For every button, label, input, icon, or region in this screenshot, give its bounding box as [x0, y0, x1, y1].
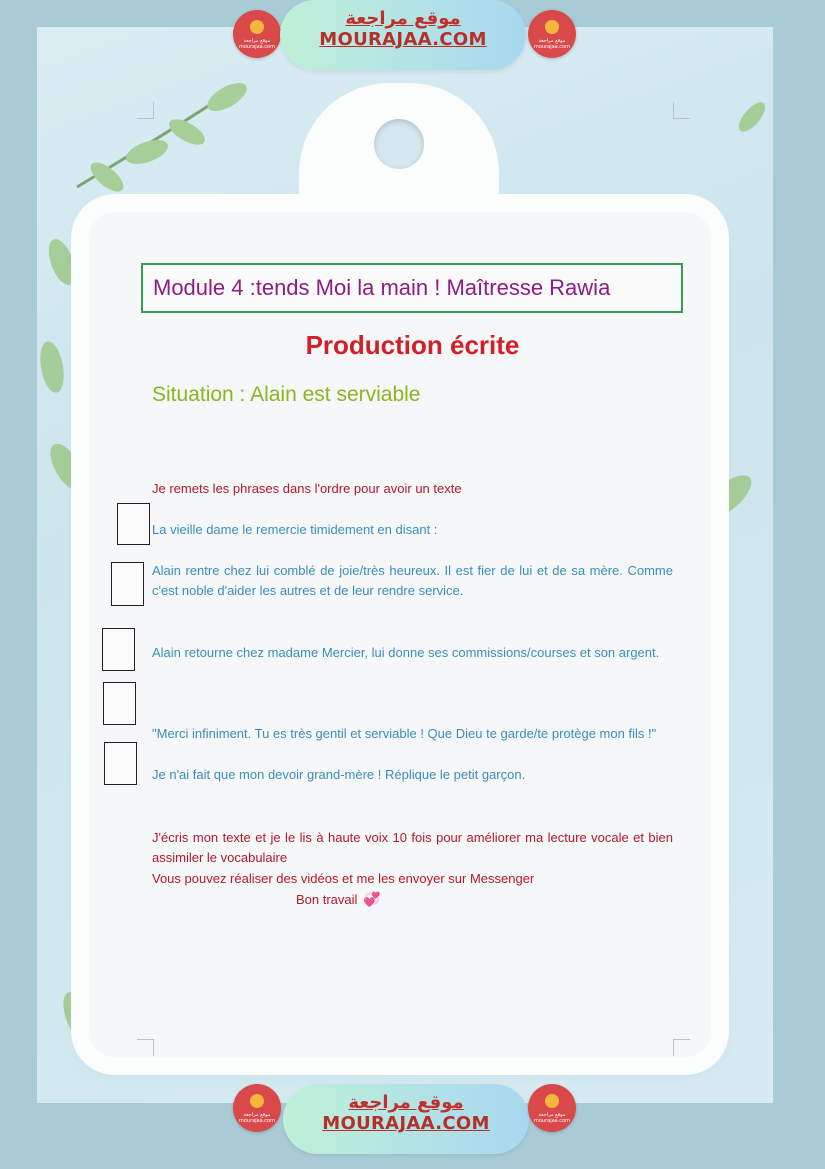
board-hole: [374, 119, 424, 169]
site-header[interactable]: [280, 0, 526, 70]
module-title: Module 4 :tends Moi la main ! Maîtresse Rawia: [153, 275, 611, 300]
hearts-icon: 💞: [363, 891, 381, 907]
module-title-box: [141, 263, 683, 313]
page-title: Production écrite: [305, 330, 520, 360]
sentence-1: La vieille dame le remercie timidement en disant :: [152, 522, 438, 537]
site-name-arabic: موقع مراجعة: [348, 1092, 464, 1113]
closing-instruction: J'écris mon texte et je le lis à haute voix 10 fois pour améliorer ma lecture vocale et bien assimiler le vocabulaire: [152, 830, 673, 865]
instruction-text: Je remets les phrases dans l'ordre pour avoir un texte: [152, 481, 462, 496]
sentence-4: "Merci infiniment. Tu es très gentil et serviable ! Que Dieu te garde/te protège mon fils !": [152, 726, 657, 741]
mourajaa-logo-icon[interactable]: موقع مراجعة mourajaa.com: [528, 1084, 576, 1132]
frame-corner: [673, 1039, 690, 1056]
order-answer-box[interactable]: [103, 682, 136, 725]
order-answer-box[interactable]: [111, 562, 144, 606]
order-answer-box[interactable]: [104, 742, 137, 785]
mourajaa-logo-icon[interactable]: موقع مراجعة mourajaa.com: [528, 10, 576, 58]
situation-title: Situation : Alain est serviable: [152, 383, 421, 406]
frame-corner: [673, 102, 690, 119]
site-name-arabic: موقع مراجعة: [345, 8, 461, 29]
sentence-3: Alain retourne chez madame Mercier, lui donne ses commissions/courses et son argent.: [152, 645, 660, 660]
order-answer-box[interactable]: [102, 628, 135, 671]
order-answer-box[interactable]: [117, 503, 150, 545]
site-name: MOURAJAA.COM: [322, 1113, 490, 1134]
site-footer[interactable]: [283, 1084, 529, 1154]
frame-corner: [137, 1039, 154, 1056]
frame-corner: [137, 102, 154, 119]
site-name: MOURAJAA.COM: [319, 29, 487, 50]
mourajaa-logo-icon[interactable]: موقع مراجعة mourajaa.com: [233, 10, 281, 58]
sentence-5: Je n'ai fait que mon devoir grand-mère ! Réplique le petit garçon.: [152, 767, 526, 782]
closing-messenger: Vous pouvez réaliser des vidéos et me les envoyer sur Messenger: [152, 871, 535, 886]
sentence-2: Alain rentre chez lui comblé de joie/très heureux. Il est fier de lui et de sa mère. Comme c'est noble d'aider les autres et de leur rendre service.: [152, 563, 673, 598]
mourajaa-logo-icon[interactable]: موقع مراجعة mourajaa.com: [233, 1084, 281, 1132]
bon-travail-text: Bon travail: [296, 892, 358, 907]
closing-signoff: [296, 889, 381, 910]
